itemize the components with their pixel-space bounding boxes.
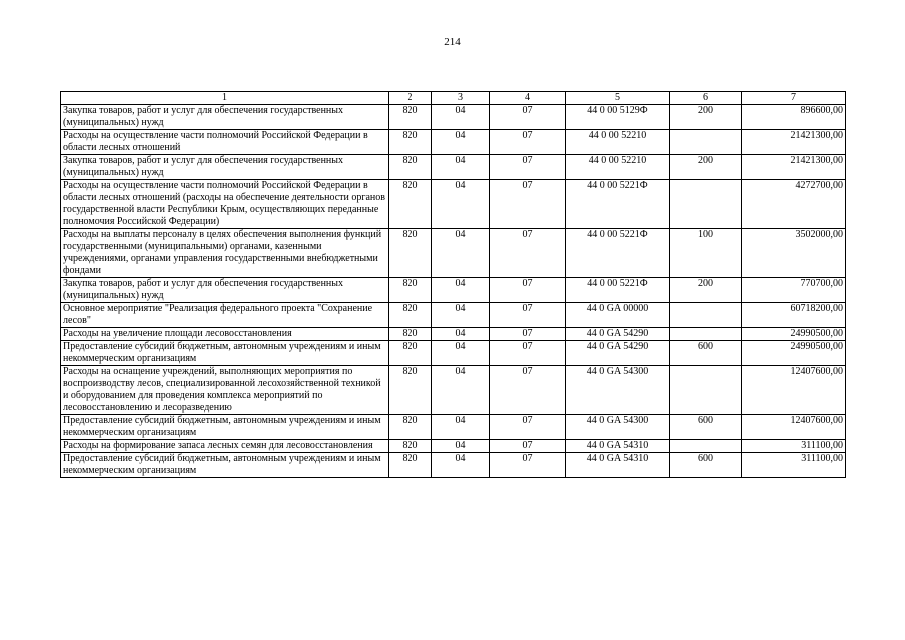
target-article-cell: 44 0 GA 00000	[566, 303, 670, 328]
amount-cell: 4272700,00	[742, 180, 846, 229]
table-row	[61, 303, 846, 328]
ministry-code-cell: 820	[389, 278, 432, 303]
expense-type-cell: 600	[670, 341, 742, 366]
subsection-code-cell: 07	[490, 415, 566, 440]
expense-type-cell	[670, 180, 742, 229]
section-code-cell: 04	[432, 303, 490, 328]
expense-type-cell	[670, 366, 742, 415]
expense-type-cell: 100	[670, 229, 742, 278]
subsection-code-cell: 07	[490, 155, 566, 180]
row-name-cell: Расходы на выплаты персоналу в целях обеспечения выполнения функций государственными (муниципальными) органами, казенными учреждениями, органами управления государственными внебюджетными фондами	[61, 229, 389, 278]
amount-cell: 311100,00	[742, 453, 846, 478]
subsection-code-cell: 07	[490, 278, 566, 303]
row-name-cell: Расходы на формирование запаса лесных семян для лесовосстановления	[61, 440, 389, 453]
section-code-cell: 04	[432, 328, 490, 341]
amount-cell: 24990500,00	[742, 341, 846, 366]
table-row	[61, 328, 846, 341]
section-code-cell: 04	[432, 453, 490, 478]
subsection-code-cell: 07	[490, 440, 566, 453]
table-row	[61, 155, 846, 180]
expense-type-cell: 200	[670, 155, 742, 180]
expense-type-cell	[670, 130, 742, 155]
table-row	[61, 278, 846, 303]
subsection-code-cell: 07	[490, 366, 566, 415]
ministry-code-cell: 820	[389, 229, 432, 278]
section-code-cell: 04	[432, 366, 490, 415]
table-row	[61, 229, 846, 278]
target-article-cell: 44 0 GA 54300	[566, 415, 670, 440]
header-cell: 5	[566, 92, 670, 105]
subsection-code-cell: 07	[490, 105, 566, 130]
target-article-cell: 44 0 00 5221Ф	[566, 229, 670, 278]
header-cell: 3	[432, 92, 490, 105]
expense-type-cell: 600	[670, 415, 742, 440]
amount-cell: 3502000,00	[742, 229, 846, 278]
amount-cell: 12407600,00	[742, 366, 846, 415]
header-row	[61, 92, 846, 105]
table-row	[61, 366, 846, 415]
target-article-cell: 44 0 00 52210	[566, 155, 670, 180]
row-name-cell: Расходы на осуществление части полномочий Российской Федерации в области лесных отношений	[61, 130, 389, 155]
target-article-cell: 44 0 GA 54300	[566, 366, 670, 415]
expense-type-cell	[670, 328, 742, 341]
header-cell: 1	[61, 92, 389, 105]
section-code-cell: 04	[432, 278, 490, 303]
ministry-code-cell: 820	[389, 453, 432, 478]
row-name-cell: Основное мероприятие "Реализация федерального проекта "Сохранение лесов"	[61, 303, 389, 328]
section-code-cell: 04	[432, 440, 490, 453]
table-row	[61, 105, 846, 130]
expense-type-cell: 200	[670, 105, 742, 130]
ministry-code-cell: 820	[389, 180, 432, 229]
section-code-cell: 04	[432, 341, 490, 366]
amount-cell: 770700,00	[742, 278, 846, 303]
expense-type-cell: 200	[670, 278, 742, 303]
amount-cell: 311100,00	[742, 440, 846, 453]
subsection-code-cell: 07	[490, 303, 566, 328]
row-name-cell: Предоставление субсидий бюджетным, автономным учреждениям и иным некоммерческим организациям	[61, 415, 389, 440]
section-code-cell: 04	[432, 229, 490, 278]
header-cell: 2	[389, 92, 432, 105]
budget-table	[60, 91, 846, 478]
expense-type-cell: 600	[670, 453, 742, 478]
amount-cell: 21421300,00	[742, 130, 846, 155]
table-row	[61, 180, 846, 229]
header-cell: 7	[742, 92, 846, 105]
ministry-code-cell: 820	[389, 341, 432, 366]
row-name-cell: Расходы на оснащение учреждений, выполняющих мероприятия по воспроизводству лесов, специализированной лесохозяйственной техникой и оборудованием для проведения комплекса мероприятий по лесовосстановлению и лесоразведению	[61, 366, 389, 415]
section-code-cell: 04	[432, 130, 490, 155]
row-name-cell: Расходы на осуществление части полномочий Российской Федерации в области лесных отношений (расходы на обеспечение деятельности органов государственной власти Республики Крым, осуществляющих переданные полномочия Российской Федерации)	[61, 180, 389, 229]
ministry-code-cell: 820	[389, 130, 432, 155]
header-cell: 4	[490, 92, 566, 105]
row-name-cell: Расходы на увеличение площади лесовосстановления	[61, 328, 389, 341]
target-article-cell: 44 0 GA 54290	[566, 328, 670, 341]
amount-cell: 60718200,00	[742, 303, 846, 328]
row-name-cell: Закупка товаров, работ и услуг для обеспечения государственных (муниципальных) нужд	[61, 105, 389, 130]
ministry-code-cell: 820	[389, 155, 432, 180]
expense-type-cell	[670, 440, 742, 453]
table-row	[61, 415, 846, 440]
amount-cell: 12407600,00	[742, 415, 846, 440]
amount-cell: 21421300,00	[742, 155, 846, 180]
table-row	[61, 341, 846, 366]
ministry-code-cell: 820	[389, 105, 432, 130]
table-row	[61, 440, 846, 453]
ministry-code-cell: 820	[389, 440, 432, 453]
subsection-code-cell: 07	[490, 341, 566, 366]
subsection-code-cell: 07	[490, 328, 566, 341]
subsection-code-cell: 07	[490, 453, 566, 478]
subsection-code-cell: 07	[490, 130, 566, 155]
row-name-cell: Предоставление субсидий бюджетным, автономным учреждениям и иным некоммерческим организациям	[61, 453, 389, 478]
amount-cell: 24990500,00	[742, 328, 846, 341]
target-article-cell: 44 0 00 52210	[566, 130, 670, 155]
header-cell: 6	[670, 92, 742, 105]
ministry-code-cell: 820	[389, 366, 432, 415]
target-article-cell: 44 0 00 5221Ф	[566, 180, 670, 229]
row-name-cell: Предоставление субсидий бюджетным, автономным учреждениям и иным некоммерческим организациям	[61, 341, 389, 366]
subsection-code-cell: 07	[490, 180, 566, 229]
target-article-cell: 44 0 GA 54310	[566, 453, 670, 478]
section-code-cell: 04	[432, 180, 490, 229]
row-name-cell: Закупка товаров, работ и услуг для обеспечения государственных (муниципальных) нужд	[61, 155, 389, 180]
expense-type-cell	[670, 303, 742, 328]
table-row	[61, 130, 846, 155]
subsection-code-cell: 07	[490, 229, 566, 278]
amount-cell: 896600,00	[742, 105, 846, 130]
section-code-cell: 04	[432, 155, 490, 180]
ministry-code-cell: 820	[389, 303, 432, 328]
target-article-cell: 44 0 00 5129Ф	[566, 105, 670, 130]
ministry-code-cell: 820	[389, 415, 432, 440]
row-name-cell: Закупка товаров, работ и услуг для обеспечения государственных (муниципальных) нужд	[61, 278, 389, 303]
ministry-code-cell: 820	[389, 328, 432, 341]
target-article-cell: 44 0 GA 54290	[566, 341, 670, 366]
section-code-cell: 04	[432, 415, 490, 440]
target-article-cell: 44 0 GA 54310	[566, 440, 670, 453]
page-number: 214	[444, 36, 461, 48]
target-article-cell: 44 0 00 5221Ф	[566, 278, 670, 303]
table-row	[61, 453, 846, 478]
section-code-cell: 04	[432, 105, 490, 130]
